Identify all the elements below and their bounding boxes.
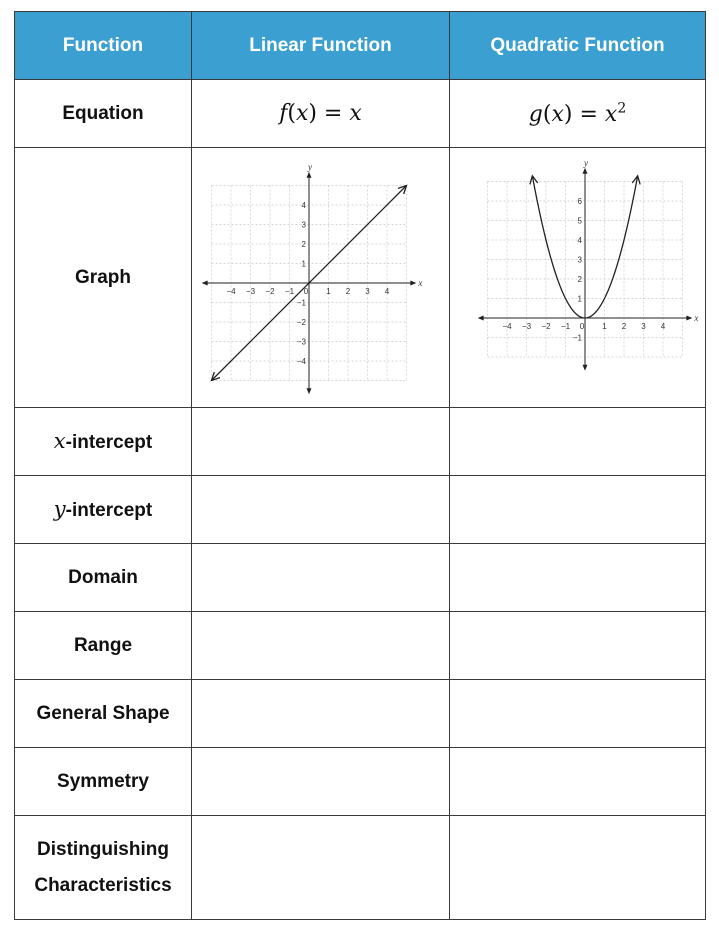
linear-equation: f(x) = x [192,80,450,148]
row-graph [15,148,706,408]
quadratic-eq-arg: x [551,101,564,127]
y-tick-label: −3 [296,337,306,346]
x-tick-label: −4 [225,286,236,296]
x-tick-label: −1 [560,321,570,331]
linear-y-intercept-answer[interactable] [192,476,450,544]
x-tick-label: −2 [264,286,275,296]
y-tick-label: 6 [577,196,582,206]
linear-graph-cell [192,148,450,408]
quadratic-eq-lhs: g [528,101,543,127]
row-range [15,612,706,680]
header-quadratic-function: Quadratic Function [450,12,706,80]
y-tick-label: 3 [301,220,306,229]
header-row [15,12,706,80]
x-tick-label: 4 [660,321,665,331]
quadratic-range-answer[interactable] [450,612,706,680]
y-tick-label: 5 [577,216,582,225]
y-tick-label: 4 [577,235,582,245]
x-tick-label: 0 [579,321,584,331]
x-tick-label: −3 [245,286,255,296]
row-domain [15,544,706,612]
x-intercept-text: -intercept [65,432,153,453]
label-equation: Equation [15,80,192,148]
function-comparison-table [14,11,706,920]
linear-symmetry-answer[interactable] [192,748,450,816]
quadratic-general-shape-answer[interactable] [450,680,706,748]
quadratic-graph-cell [450,148,706,408]
linear-distinguishing-answer[interactable] [192,816,450,920]
x-tick-label: 1 [601,321,607,331]
linear-graph [206,163,436,393]
y-tick-label: 4 [301,200,306,210]
y-tick-label: −1 [296,298,306,307]
y-tick-label: 1 [577,294,582,303]
header-linear-function: Linear Function [192,12,450,80]
y-tick-label: −4 [296,356,306,366]
label-range: Range [15,612,192,680]
label-characteristics: Characteristics [34,874,172,896]
label-general-shape: General Shape [15,680,192,748]
x-tick-label: 2 [345,286,350,296]
x-axis-arrow-right [410,280,416,285]
linear-eq-arg: x [295,101,309,126]
linear-eq-rhs: x [349,101,362,126]
x-axis-label: x [417,277,422,288]
x-tick-label: 3 [640,321,646,331]
x-tick-label: −2 [540,321,551,331]
x-tick-label: −4 [501,321,512,331]
x-axis-arrow-left [477,315,483,320]
quadratic-symmetry-answer[interactable] [450,748,706,816]
y-tick-label: −1 [572,333,582,342]
x-axis-arrow-right [686,315,692,320]
linear-domain-answer[interactable] [192,544,450,612]
y-axis-label: y [583,157,588,168]
row-symmetry [15,748,706,816]
row-distinguishing-characteristics [15,816,706,920]
linear-range-answer[interactable] [192,612,450,680]
quadratic-y-intercept-answer[interactable] [450,476,706,544]
quadratic-eq-exponent: 2 [617,100,627,117]
y-intercept-text: -intercept [65,500,153,521]
x-variable: x [53,429,66,453]
row-general-shape [15,680,706,748]
label-y-intercept [15,476,192,544]
y-variable: y [53,497,66,521]
y-axis-label: y [307,161,312,172]
y-axis-arrow-up [306,171,311,177]
y-axis-arrow-down [582,364,587,370]
label-graph: Graph [15,148,192,408]
quadratic-distinguishing-answer[interactable] [450,816,706,920]
y-tick-label: 3 [577,255,582,264]
y-tick-label: 1 [301,259,306,268]
x-tick-label: 3 [364,286,370,296]
row-y-intercept [15,476,706,544]
label-distinguishing-characteristics [15,816,192,920]
x-tick-label: 2 [621,321,626,331]
linear-eq-lhs: f [279,101,288,126]
quadratic-eq-rhs: x [604,101,618,127]
label-distinguishing: Distinguishing [37,838,169,860]
row-equation [15,80,706,148]
x-tick-label: −3 [521,321,531,331]
y-axis-arrow-down [306,388,311,394]
label-x-intercept [15,408,192,476]
quadratic-domain-answer[interactable] [450,544,706,612]
label-domain: Domain [15,544,192,612]
y-tick-label: −2 [296,317,306,327]
x-tick-label: −1 [284,286,294,296]
x-axis-label: x [693,312,698,323]
x-tick-label: 1 [325,286,331,296]
y-tick-label: 2 [301,239,306,249]
row-x-intercept [15,408,706,476]
linear-general-shape-answer[interactable] [192,680,450,748]
label-symmetry: Symmetry [15,748,192,816]
y-tick-label: 2 [577,274,582,284]
y-axis-arrow-up [582,167,587,173]
x-tick-label: 4 [384,286,389,296]
quadratic-equation: $g(x) = x^2$ [450,80,706,148]
x-tick-label: 0 [303,286,308,296]
x-axis-arrow-left [201,280,207,285]
quadratic-graph [463,157,698,393]
quadratic-x-intercept-answer[interactable] [450,408,706,476]
header-function: Function [15,12,192,80]
linear-x-intercept-answer[interactable] [192,408,450,476]
